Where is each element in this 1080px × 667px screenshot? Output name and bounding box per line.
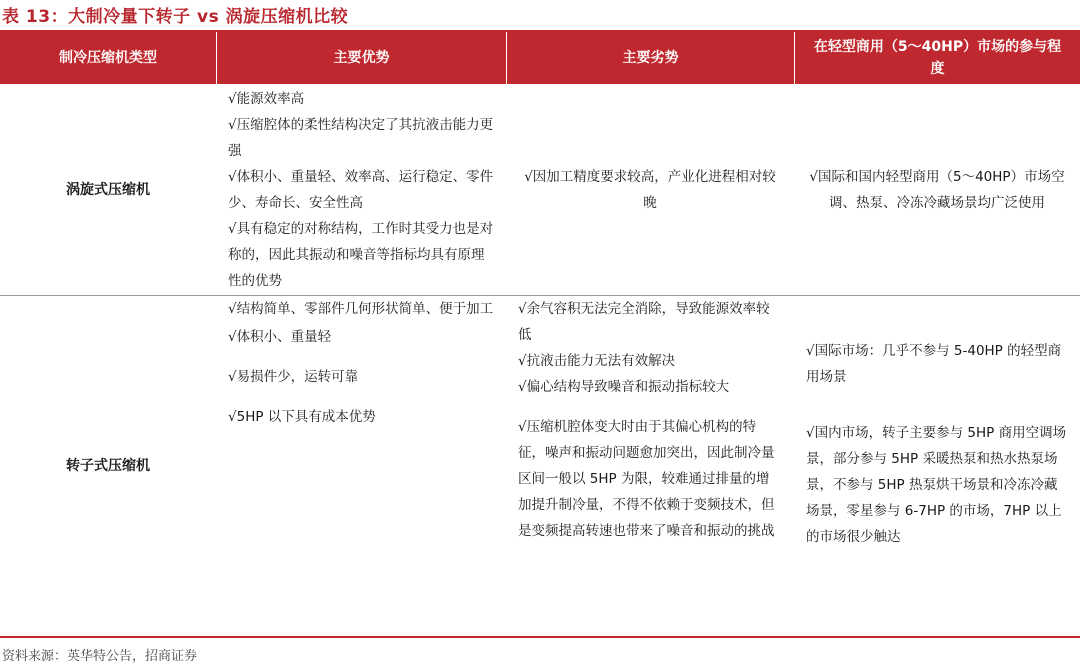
advantage-item: √5HP 以下具有成本优势 [228, 409, 376, 425]
bottom-rule [0, 636, 1080, 638]
advantage-item: √体积小、重量轻、效率高、运行稳定、零件少、寿命长、安全性高 [228, 168, 494, 211]
advantage-item: √能源效率高 [228, 90, 305, 107]
disadvantage-item: √抗液击能力无法有效解决 [518, 353, 676, 369]
table-row-scroll [0, 84, 1080, 296]
participation-cell [794, 296, 1080, 636]
participation-item: √国际市场：几乎不参与 5-40HP 的轻型商用场景 [806, 343, 1062, 385]
advantages-cell [216, 84, 506, 295]
participation-cell [794, 84, 1080, 295]
advantage-item: √体积小、重量轻 [228, 329, 332, 345]
header-participation: 在轻型商用（5～40HP）市场的参与程度 [794, 32, 1080, 84]
disadvantages-cell [506, 84, 794, 295]
disadvantage-item: √压缩机腔体变大时由于其偏心机构的特征，噪声和振动问题愈加突出，因此制冷量区间一般以 5HP 为限，较难通过排量的增加提升制冷量，不得不依赖于变频技术，但是变频提高转速也带来了噪音和振动的挑战 [518, 419, 775, 539]
disadvantage-item: √余气容积无法完全消除，导致能源效率较低 [518, 301, 770, 343]
participation-item: √国内市场，转子主要参与 5HP 商用空调场景，部分参与 5HP 采暖热泵和热水热泵场景，不参与 5HP 热泵烘干场景和冷冻冷藏场景，零星参与 6-7HP 的市场，7HP 以上的市场很少触达 [806, 425, 1067, 545]
compressor-type: 转子式压缩机 [66, 458, 150, 474]
compressor-type: 涡旋式压缩机 [66, 181, 150, 198]
disadvantage-item: √偏心结构导致噪音和振动指标较大 [518, 379, 730, 395]
header-type: 制冷压缩机类型 [59, 50, 157, 66]
source-note: 资料来源：英华特公告，招商证券 [2, 649, 198, 664]
header-disadvantages: 主要劣势 [506, 32, 794, 84]
disadvantage-item: √因加工精度要求较高，产业化进程相对较晚 [524, 168, 776, 211]
participation-item: √国际和国内轻型商用（5～40HP）市场空调、热泵、冷冻冷藏场景均广泛使用 [809, 168, 1065, 211]
disadvantages-cell [506, 296, 794, 636]
advantage-item: √压缩腔体的柔性结构决定了其抗液击能力更强 [228, 116, 494, 159]
advantage-item: √具有稳定的对称结构，工作时其受力也是对称的，因此其振动和噪音等指标均具有原理性的优势 [228, 220, 494, 289]
advantage-item: √易损件少，运转可靠 [228, 369, 359, 385]
table-row-rotary [0, 296, 1080, 636]
advantage-item: √结构简单、零部件几何形状简单、便于加工 [228, 301, 494, 317]
advantages-cell [216, 296, 506, 636]
header-advantages: 主要优势 [216, 32, 506, 84]
table-header [0, 32, 1080, 84]
table-title: 表 13：大制冷量下转子 vs 涡旋压缩机比较 [2, 7, 349, 27]
